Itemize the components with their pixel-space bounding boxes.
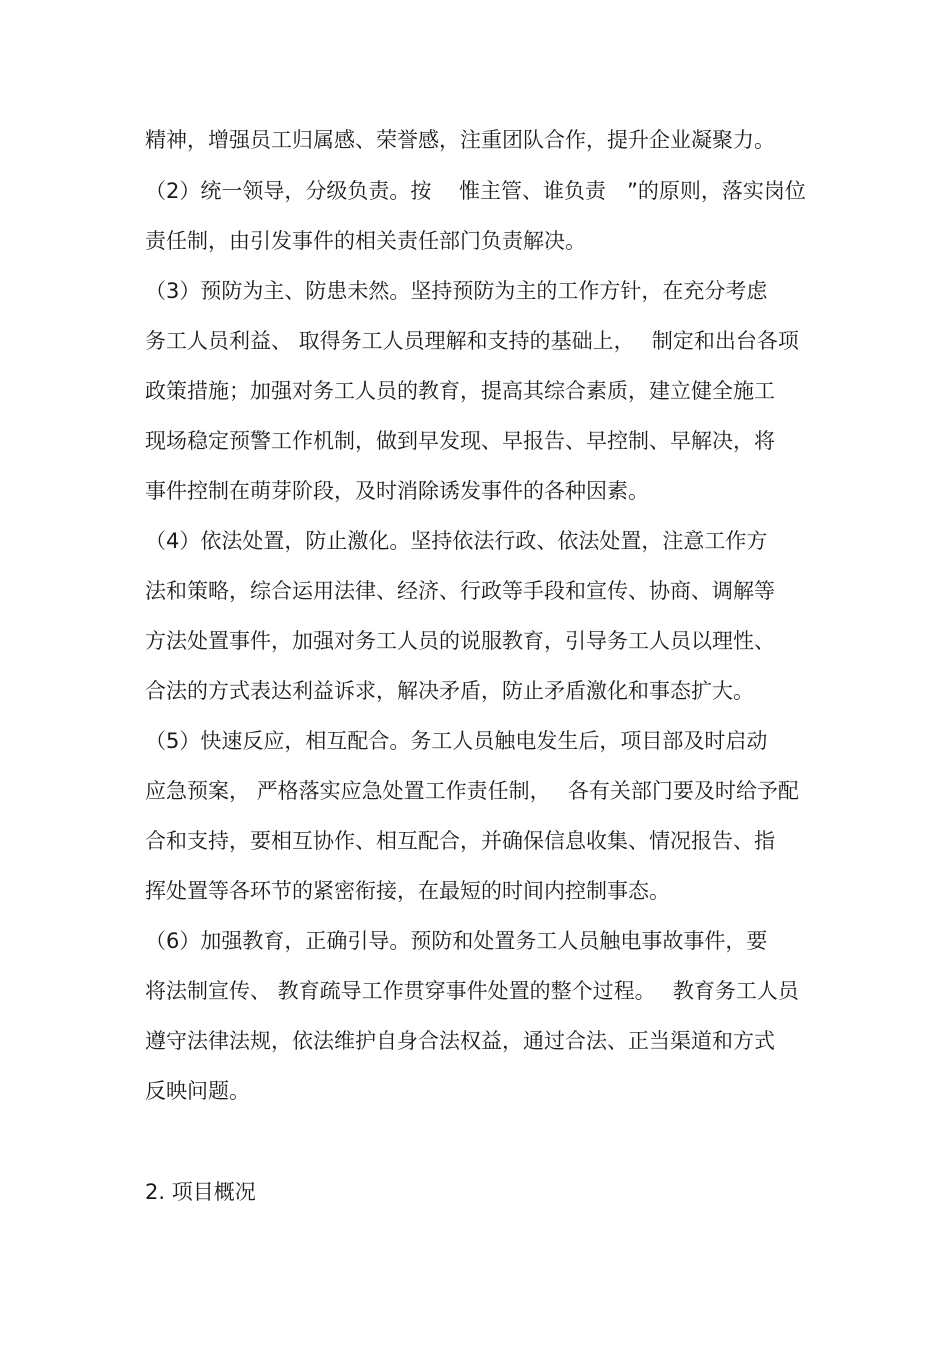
text-line: 将法制宣传、 教育疏导工作贯穿事件处置的整个过程。 教育务工人员 bbox=[145, 979, 799, 1003]
text-line: （3）预防为主、防患未然。坚持预防为主的工作方针，在充分考虑 bbox=[145, 279, 768, 303]
text-line: 方法处置事件，加强对务工人员的说服教育，引导务工人员以理性、 bbox=[145, 629, 775, 653]
text-line: 事件控制在萌芽阶段，及时消除诱发事件的各种因素。 bbox=[145, 479, 649, 503]
text-line: （4）依法处置，防止激化。坚持依法行政、依法处置，注意工作方 bbox=[145, 529, 768, 553]
text-line: 应急预案， 严格落实应急处置工作责任制， 各有关部门要及时给予配 bbox=[145, 779, 799, 803]
text-line: 务工人员利益、 取得务工人员理解和支持的基础上， 制定和出台各项 bbox=[145, 329, 799, 353]
text-line: 挥处置等各环节的紧密衔接，在最短的时间内控制事态。 bbox=[145, 879, 670, 903]
text-line: （5）快速反应，相互配合。务工人员触电发生后，项目部及时启动 bbox=[145, 729, 768, 753]
text-line: 合法的方式表达利益诉求，解决矛盾，防止矛盾激化和事态扩大。 bbox=[145, 679, 754, 703]
text-line: 反映问题。 bbox=[145, 1079, 250, 1103]
text-line: （2）统一领导，分级负责。按 惟主管、谁负责 ”的原则，落实岗位 bbox=[145, 179, 806, 203]
text-line: 法和策略，综合运用法律、经济、行政等手段和宣传、协商、调解等 bbox=[145, 579, 775, 603]
section-heading: 2. 项目概况 bbox=[145, 1180, 256, 1204]
text-line: 责任制，由引发事件的相关责任部门负责解决。 bbox=[145, 229, 586, 253]
text-line: 遵守法律法规，依法维护自身合法权益，通过合法、正当渠道和方式 bbox=[145, 1029, 775, 1053]
text-line: 合和支持，要相互协作、相互配合，并确保信息收集、情况报告、指 bbox=[145, 829, 775, 853]
text-line: 精神，增强员工归属感、荣誉感，注重团队合作，提升企业凝聚力。 bbox=[145, 128, 775, 152]
text-line: 现场稳定预警工作机制，做到早发现、早报告、早控制、早解决，将 bbox=[145, 429, 775, 453]
text-line: 政策措施；加强对务工人员的教育，提高其综合素质，建立健全施工 bbox=[145, 379, 775, 403]
text-line: （6）加强教育，正确引导。预防和处置务工人员触电事故事件，要 bbox=[145, 929, 768, 953]
